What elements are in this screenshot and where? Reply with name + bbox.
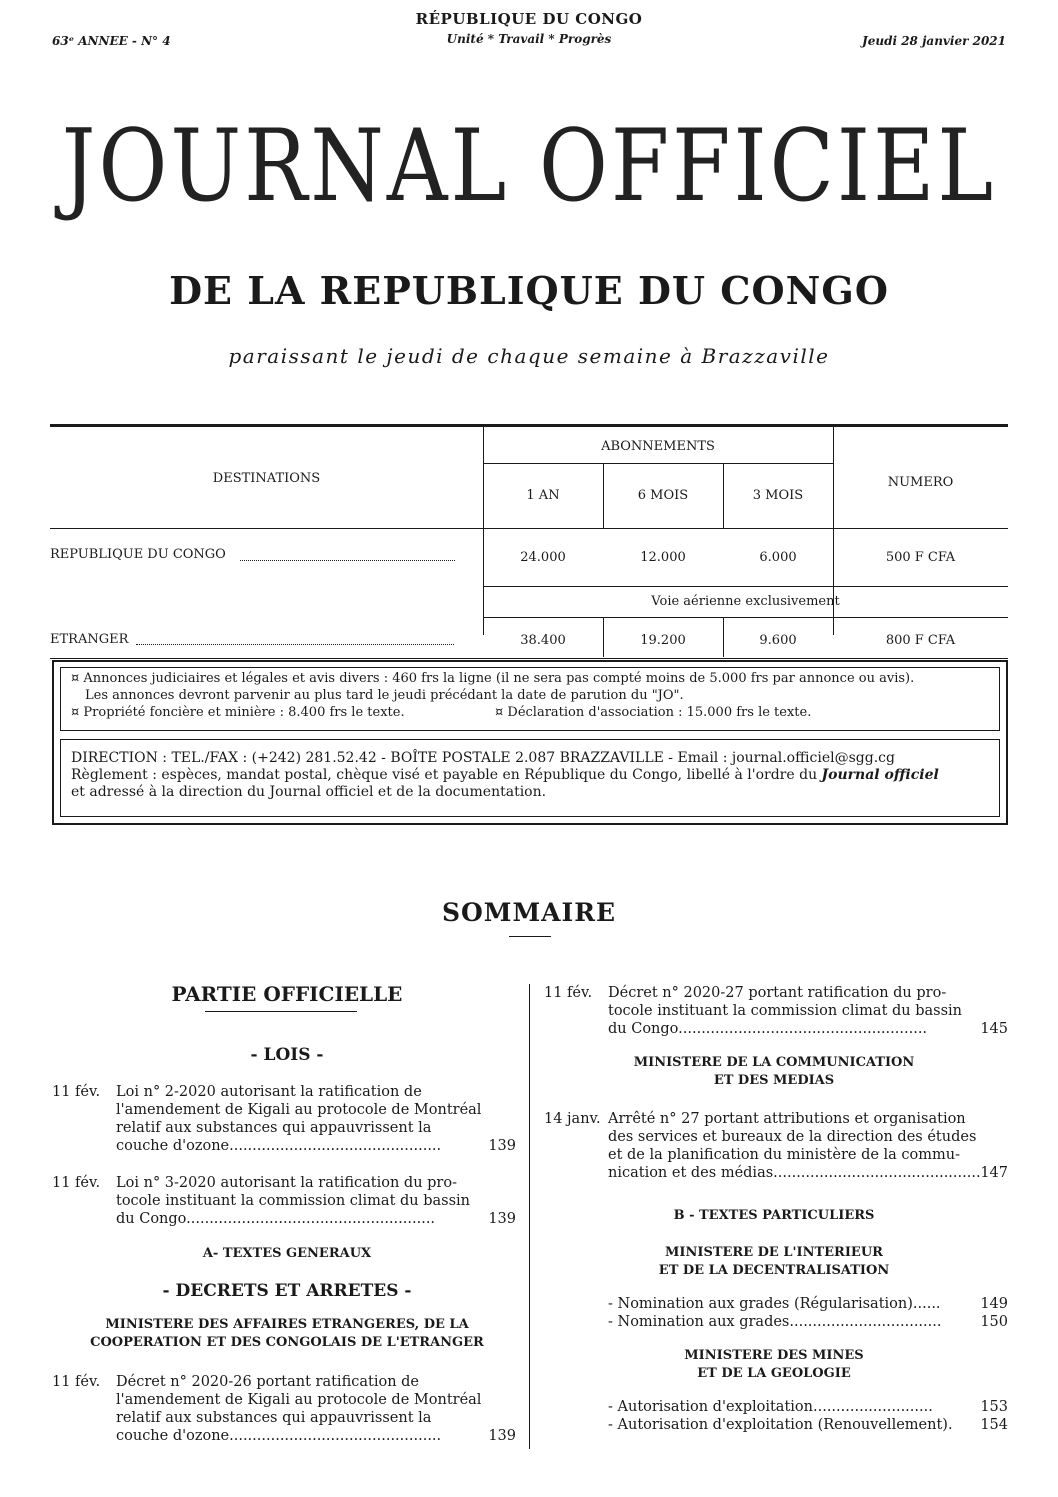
entry-text: Loi n° 3-2020 autorisant la ratification du pro- tocole instituant la commission climat du bassin du Congo...................................................... xyxy=(116,1175,471,1227)
page-header xyxy=(52,8,1006,48)
entry-date: 11 fév. xyxy=(544,985,593,1001)
entry-page: 139 xyxy=(488,1428,516,1444)
foreign-label: ETRANGER xyxy=(50,632,129,647)
republic-name: RÉPUBLIQUE DU CONGO xyxy=(415,10,643,28)
entry-date: 11 fév. xyxy=(52,1084,101,1100)
foreign-6mois: 19.200 xyxy=(640,633,686,648)
item-label: - Nomination aux grades................................. xyxy=(608,1314,942,1330)
foreign-1an: 38.400 xyxy=(520,633,566,648)
toc-item xyxy=(608,1416,1008,1434)
ministere-int-heading: MINISTERE DE L'INTERIEUR ET DE LA DECENTRALISATION xyxy=(658,1245,890,1278)
congo-3mois: 6.000 xyxy=(759,550,797,565)
partie-officielle-heading: PARTIE OFFICIELLE xyxy=(171,982,403,1006)
direction-line-2a: Règlement : espèces, mandat postal, chèque visé et payable en République du Congo, libellé à l'ordre du xyxy=(71,767,822,783)
toc-entry xyxy=(544,1110,1008,1184)
item-page: 153 xyxy=(980,1399,1008,1415)
toc-entry xyxy=(544,984,1008,1040)
masthead-tagline: paraissant le jeudi de chaque semaine à Brazzaville xyxy=(228,344,830,368)
direction-line-1: DIRECTION : TEL./FAX : (+242) 281.52.42 - BOÎTE POSTALE 2.087 BRAZZAVILLE - Email : journal.officiel@sgg.cg xyxy=(71,750,895,766)
numero-header: NUMERO xyxy=(887,475,954,490)
item-label: - Nomination aux grades (Régularisation)...... xyxy=(608,1296,941,1312)
rates-line-1: ¤ Annonces judiciaires et légales et avis divers : 460 frs la ligne (il ne sera pas compté moins de 5.000 frs par annonce ou avis). xyxy=(71,671,915,686)
entry-date: 11 fév. xyxy=(52,1374,101,1390)
toc-item xyxy=(608,1398,1008,1416)
partie-underline xyxy=(205,1011,357,1012)
sommaire-underline xyxy=(509,936,551,937)
period-1an: 1 AN xyxy=(526,488,560,503)
toc-item xyxy=(608,1295,1008,1313)
entry-page: 139 xyxy=(488,1211,516,1227)
rates-line-3a: ¤ Propriété foncière et minière : 8.400 frs le texte. xyxy=(71,705,405,720)
textes-particuliers-heading: B - TEXTES PARTICULIERS xyxy=(673,1208,875,1223)
direction-notice xyxy=(60,739,1000,817)
period-6mois: 6 MOIS xyxy=(637,488,689,503)
rates-line-2: Les annonces devront parvenir au plus tard le jeudi précédant la date de parution du "JO". xyxy=(85,688,684,703)
toc-entry xyxy=(52,1174,516,1230)
notices-box xyxy=(52,660,1008,825)
foreign-numero: 800 F CFA xyxy=(885,633,956,648)
entry-text: Décret n° 2020-27 portant ratification du pro- tocole instituant la commission climat du bassin du Congo...................................................... xyxy=(608,985,963,1037)
toc-entry xyxy=(52,1083,516,1157)
entry-text: Arrêté n° 27 portant attributions et organisation des services et bureaux de la direction des études et de la planification du ministère de la commu- nication et des médias............................................. xyxy=(608,1111,981,1181)
entry-page: 139 xyxy=(488,1138,516,1154)
destinations-header: DESTINATIONS xyxy=(212,471,321,486)
congo-6mois: 12.000 xyxy=(640,550,686,565)
entry-date: 14 janv. xyxy=(544,1111,601,1127)
congo-numero: 500 F CFA xyxy=(885,550,956,565)
ministere-mines-heading: MINISTERE DES MINES ET DE LA GEOLOGIE xyxy=(684,1348,864,1381)
toc-item xyxy=(608,1313,1008,1331)
issue-number: 63ᵉ ANNEE - N° 4 xyxy=(52,34,171,48)
ministere-comm-heading: MINISTERE DE LA COMMUNICATION ET DES MEDIAS xyxy=(633,1055,915,1088)
toc-entry xyxy=(52,1373,516,1447)
lois-heading: - LOIS - xyxy=(250,1045,324,1065)
item-page: 149 xyxy=(980,1296,1008,1312)
foreign-3mois: 9.600 xyxy=(759,633,797,648)
period-3mois: 3 MOIS xyxy=(752,488,804,503)
item-page: 154 xyxy=(980,1417,1008,1433)
item-label: - Autorisation d'exploitation (Renouvellement). xyxy=(608,1417,953,1433)
entry-text: Décret n° 2020-26 portant ratification de l'amendement de Kigali au protocole de Montréal relatif aux substances qui appauvrissent la couche d'ozone.............................................. xyxy=(116,1374,482,1444)
column-separator xyxy=(529,984,530,1449)
direction-line-3: et adressé à la direction du Journal officiel et de la documentation. xyxy=(71,784,547,800)
ministere-ae-heading: MINISTERE DES AFFAIRES ETRANGERES, DE LA COOPERATION ET DES CONGOLAIS DE L'ETRANGER xyxy=(90,1317,484,1350)
textes-generaux-heading: A- TEXTES GENERAUX xyxy=(202,1246,372,1261)
entry-date: 11 fév. xyxy=(52,1175,101,1191)
rates-line-3b: ¤ Déclaration d'association : 15.000 frs le texte. xyxy=(495,705,812,720)
item-label: - Autorisation d'exploitation.......................... xyxy=(608,1399,933,1415)
issue-date: Jeudi 28 janvier 2021 xyxy=(862,34,1006,48)
item-page: 150 xyxy=(980,1314,1008,1330)
abonnements-header: ABONNEMENTS xyxy=(601,439,715,454)
rates-notice xyxy=(60,667,1000,731)
entry-text: Loi n° 2-2020 autorisant la ratification de l'amendement de Kigali au protocole de Montréal relatif aux substances qui appauvrissent la couche d'ozone.............................................. xyxy=(116,1084,482,1154)
entry-page: 145 xyxy=(980,1021,1008,1037)
masthead-subtitle: DE LA REPUBLIQUE DU CONGO xyxy=(169,268,889,313)
congo-1an: 24.000 xyxy=(520,550,566,565)
sommaire-title: SOMMAIRE xyxy=(441,898,617,927)
air-note: Voie aérienne exclusivement xyxy=(651,594,840,609)
masthead-title: JOURNAL OFFICIEL xyxy=(61,108,997,224)
decrets-heading: - DECRETS ET ARRETES - xyxy=(162,1281,412,1301)
congo-label: REPUBLIQUE DU CONGO xyxy=(50,547,226,562)
national-motto: Unité * Travail * Progrès xyxy=(446,32,612,46)
entry-page: 147 xyxy=(980,1165,1008,1181)
subscription-table xyxy=(50,424,1008,659)
direction-line-2b: Journal officiel xyxy=(821,767,939,783)
